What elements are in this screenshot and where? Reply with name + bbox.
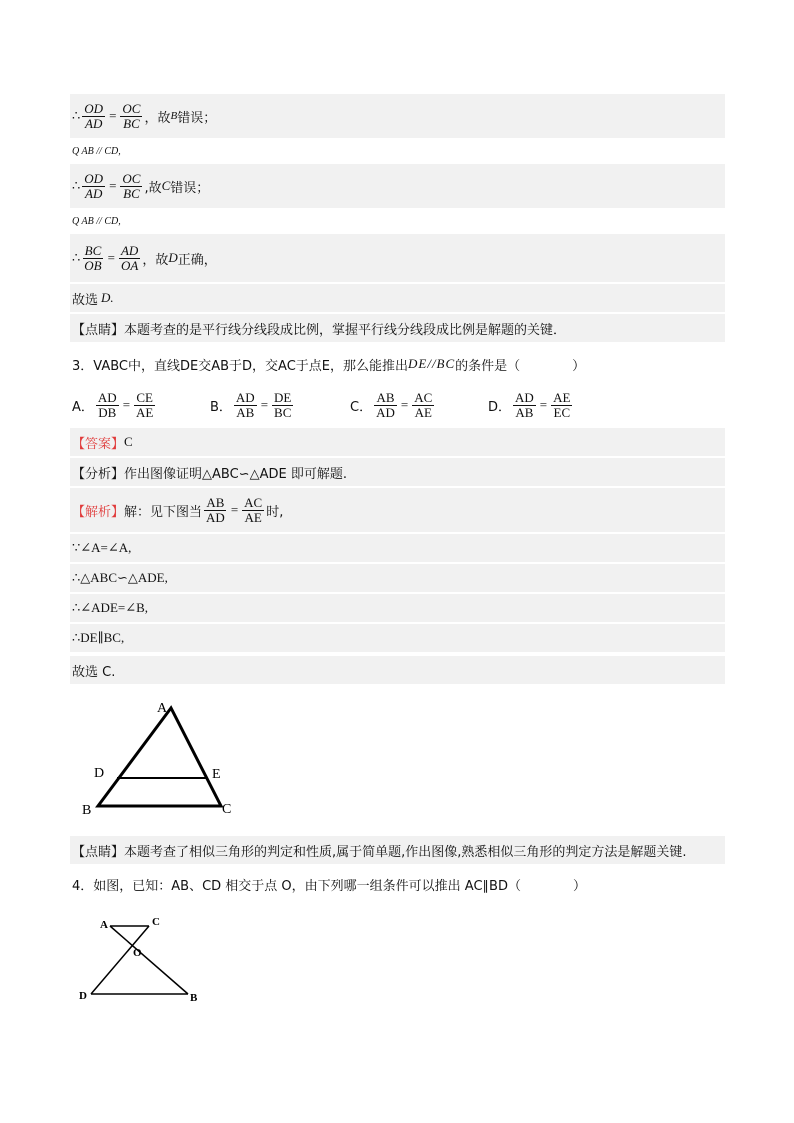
intersect-figure [76,910,206,1006]
step-1: ∵∠A=∠A, [70,534,725,562]
intersect-diagram [76,910,206,1006]
option-b[interactable]: B． $\frac{AD}{AB}$ = $\frac{DE}{BC}$ [210,389,292,420]
step-5: 故选 C. [70,656,725,684]
fraction: $\frac{OD}{AD}$ [84,100,104,131]
label-B: B [82,803,92,818]
label-C: C [222,802,232,817]
label-C: C [152,916,160,928]
label-A: A [100,919,108,931]
answer-line [70,428,725,456]
proof-line-1: ∴ $\frac{OD}{AD}$ = $\frac{OC}{BC}$ ，故 B 错误； [70,94,725,138]
comment-prev: 【点睛】本题考查的是平行线分线段成比例，掌握平行线分线段成比例是解题的关键． [70,314,725,342]
triangle-figure [72,692,293,829]
proof-line-5: ∴ $\frac{BC}{OB}$ = $\frac{AD}{OA}$ ，故 D 正确， [70,234,725,282]
comment-q3: 【点睛】本题考查了相似三角形的判定和性质,属于简单题,作出图像,熟悉相似三角形的判定方法是解题关键. [70,836,725,864]
label-D: D [79,990,87,1002]
answer-tag: 【答案】 [72,436,125,452]
label-E: E [212,767,221,782]
question-3-options [70,384,725,426]
fraction: $\frac{OD}{AD}$ [84,170,104,201]
label-O: O [133,947,142,959]
step-4: ∴DE∥BC, [70,624,725,652]
fraction: $\frac{OC}{BC}$ [122,170,141,201]
question-4-stem: 4．如图，已知：AB、CD 相交于点 O，由下列哪一组条件可以推出 AC∥BD（ ） [72,878,586,894]
fraction: $\frac{OC}{BC}$ [122,100,141,131]
proof-line-3: ∴ $\frac{OD}{AD}$ = $\frac{OC}{BC}$ ,故 C 错误； [70,164,725,208]
option-d[interactable]: D． $\frac{AD}{AB}$ = $\frac{AE}{EC}$ [488,389,571,420]
label-D: D [94,766,105,781]
answer-value: C [124,434,133,449]
step-2: ∴△ABC∽△ADE, [70,564,725,592]
step-3: ∴∠ADE=∠B, [70,594,725,622]
fraction: $\frac{AD}{OA}$ [120,242,139,273]
option-c[interactable]: C． $\frac{AB}{AD}$ = $\frac{AC}{AE}$ [350,389,433,420]
fraction: $\frac{BC}{OB}$ [84,242,102,273]
question-3-stem: 3．VABC中，直线DE交AB于D，交AC于点E，那么能推出 DE//BC 的条件是（ ） [72,356,586,374]
proof-line-2: Q AB // CD, [72,145,121,157]
label-A: A [157,701,168,716]
proof-line-4: Q AB // CD, [72,215,121,227]
triangle-diagram [72,692,293,829]
solution-line: 【解析】 解：见下图当 $\frac{AB}{AD}$ = $\frac{AC}{AE}$ 时, [70,488,725,532]
option-a[interactable]: A． $\frac{AD}{DB}$ = $\frac{CE}{AE}$ [72,389,154,420]
label-B: B [190,992,198,1004]
proof-conclusion: 故选 D. [70,284,725,312]
analysis-line: 【分析】 作出图像证明△ABC∽△ADE 即可解题. [70,458,725,486]
therefore-symbol: ∴ [72,108,81,123]
